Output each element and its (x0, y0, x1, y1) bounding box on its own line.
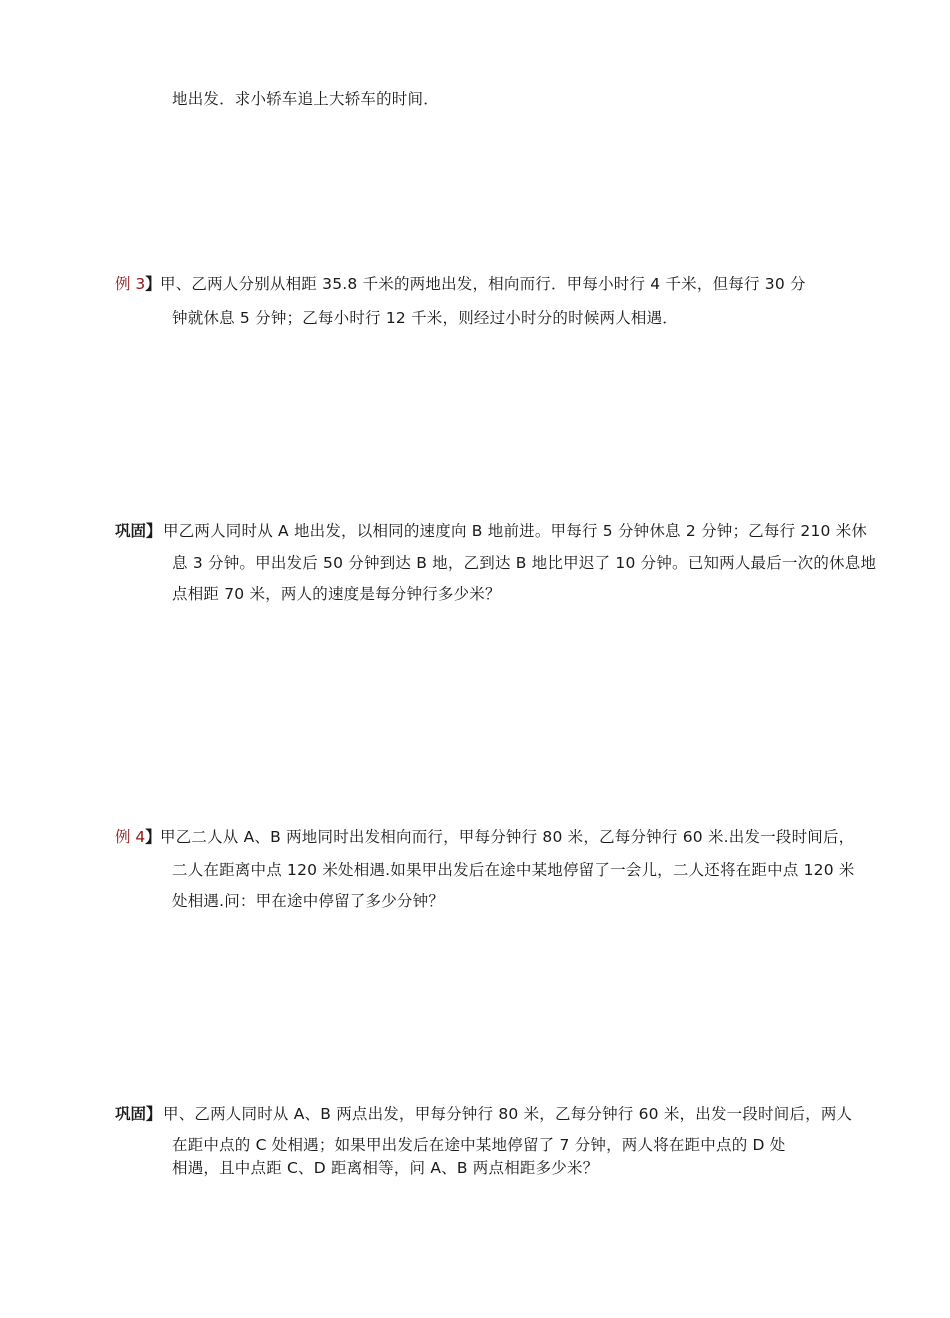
consolidate-1-line-2: 息 3 分钟。甲出发后 50 分钟到达 B 地，乙到达 B 地比甲迟了 10 分钟。已知两人最后一次的休息地 (172, 554, 877, 572)
consolidate-1-line-3: 点相距 70 米，两人的速度是每分钟行多少米？ (172, 585, 501, 603)
example-4-line-1: 甲乙二人从 A、B 两地同时出发相向而行，甲每分钟行 80 米，乙每分钟行 60 米.出发一段时间后， (160, 828, 855, 846)
consolidate-2-line-1: 甲、乙两人同时从 A、B 两点出发，甲每分钟行 80 米，乙每分钟行 60 米，出发一段时间后，两人 (163, 1105, 853, 1123)
example-3-bracket: 】 (145, 275, 161, 293)
consolidate-2-label (115, 1103, 162, 1125)
example-3-label (115, 273, 161, 295)
problem-continuation-text: 地出发．求小轿车追上大轿车的时间． (172, 90, 439, 108)
example-4-bracket: 】 (145, 828, 161, 846)
consolidate-2-line-3: 相遇，且中点距 C、D 距离相等，问 A、B 两点相距多少米？ (172, 1159, 599, 1177)
consolidate-2-line-2: 在距中点的 C 处相遇；如果甲出发后在途中某地停留了 7 分钟，两人将在距中点的 D 处 (172, 1136, 786, 1154)
example-4-line-2: 二人在距离中点 120 米处相遇.如果甲出发后在途中某地停留了一会儿，二人还将在距中点 120 米 (172, 861, 855, 879)
consolidate-2-bracket: 】 (146, 1105, 162, 1123)
consolidate-1-label (115, 520, 162, 542)
example-4-line-3: 处相遇.问：甲在途中停留了多少分钟？ (172, 892, 445, 910)
example-4-number: 例 4 (115, 828, 146, 846)
consolidate-2-title: 巩固 (115, 1105, 147, 1123)
example-3-line-2: 钟就休息 5 分钟；乙每小时行 12 千米，则经过小时分的时候两人相遇． (172, 309, 678, 327)
example-4-label (115, 826, 161, 848)
example-3-line-1: 甲、乙两人分别从相距 35.8 千米的两地出发，相向而行．甲每小时行 4 千米，但每行 30 分 (160, 275, 806, 293)
consolidate-1-title: 巩固 (115, 522, 147, 540)
consolidate-1-line-1: 甲乙两人同时从 A 地出发，以相同的速度向 B 地前进。甲每行 5 分钟休息 2 分钟；乙每行 210 米休 (163, 522, 868, 540)
example-3-number: 例 3 (115, 275, 146, 293)
consolidate-1-bracket: 】 (146, 522, 162, 540)
